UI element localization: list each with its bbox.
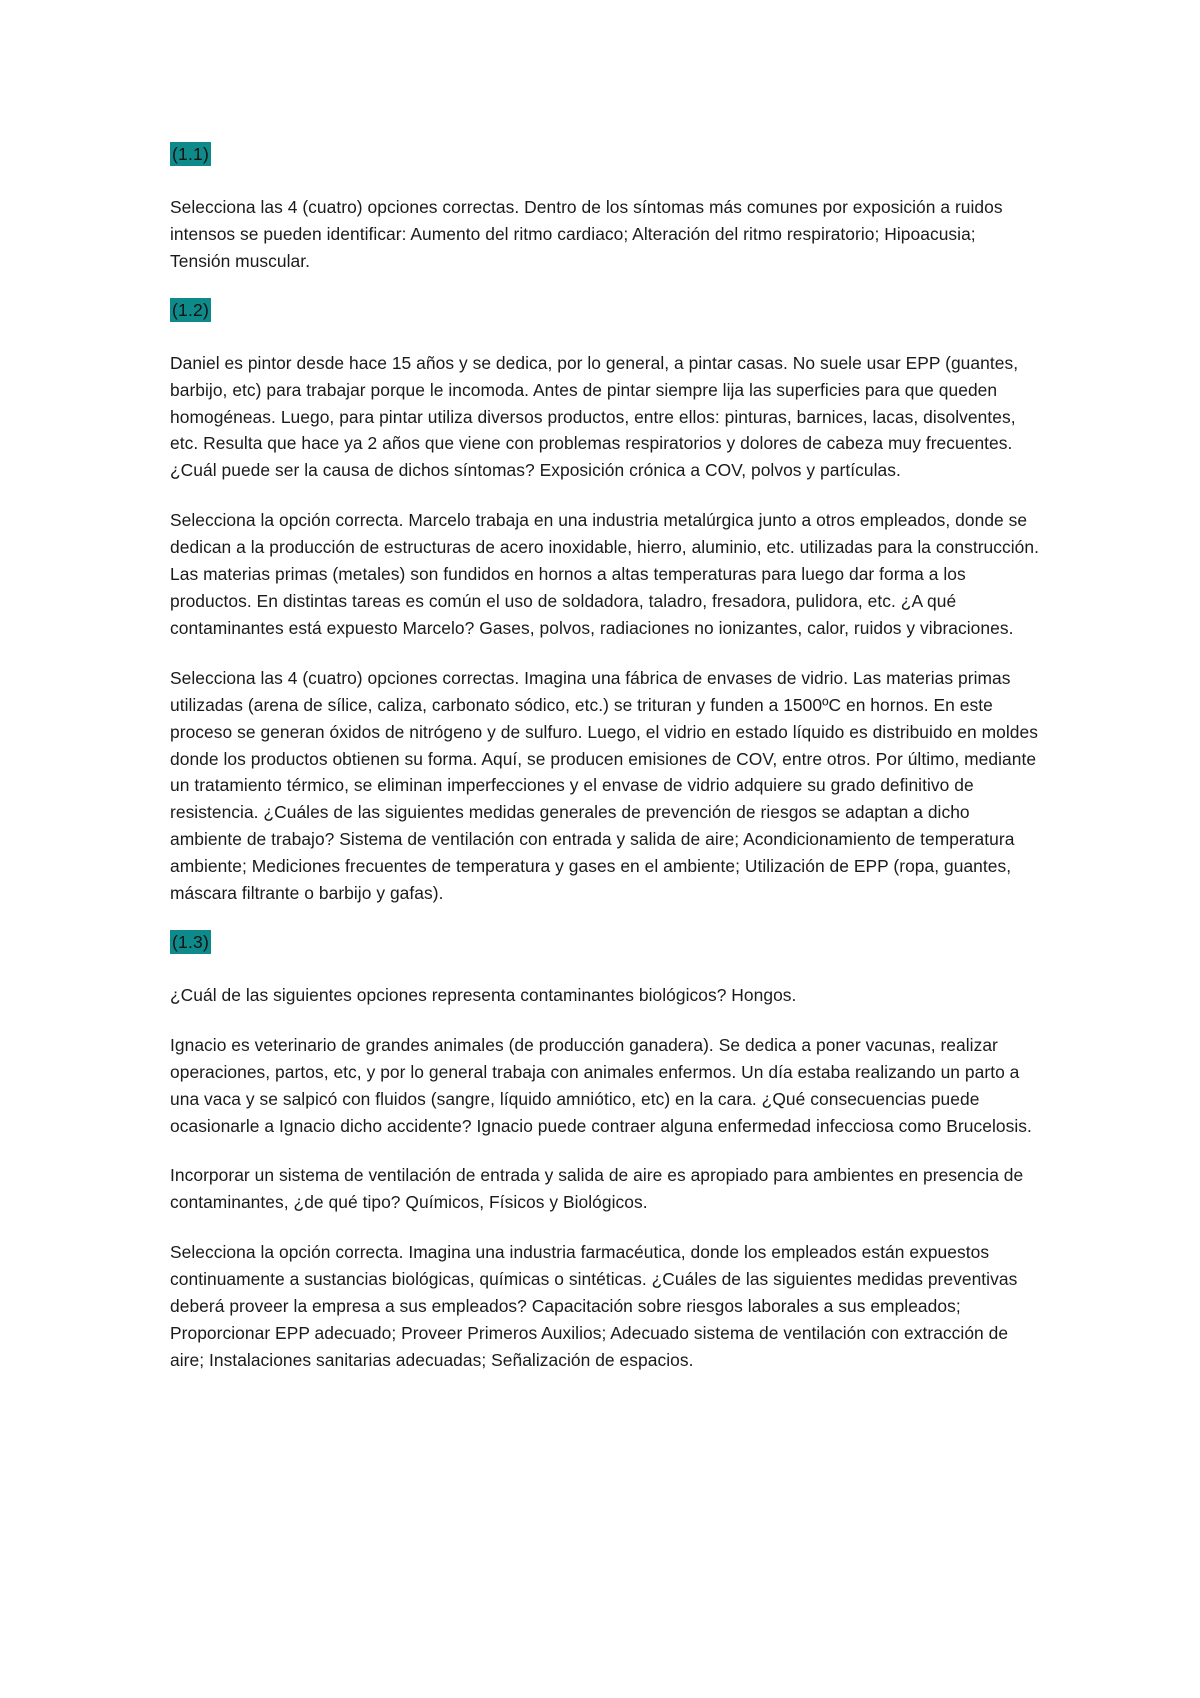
paragraph: Daniel es pintor desde hace 15 años y se dedica, por lo general, a pintar casas. No suele usar EPP (guantes, barbijo, etc) para trabajar porque le incomoda. Antes de pintar siempre lija las superficies para que queden homogéneas. Luego, para pintar utiliza diversos productos, entre ellos: pinturas, barnices, lacas, disolventes, etc. Resulta que hace ya 2 años que viene con problemas respiratorios y dolores de cabeza muy frecuentes. ¿Cuál puede ser la causa de dichos síntomas? Exposición crónica a COV, polvos y partículas. [170,352,1019,481]
section-1-1 [170,142,1040,170]
paragraph: ¿Cuál de las siguientes opciones representa contaminantes biológicos? Hongos. [170,984,797,1005]
paragraph: Selecciona la opción correcta. Imagina una industria farmacéutica, donde los empleados están expuestos continuamente a sustancias biológicas, químicas o sintéticas. ¿Cuáles de las siguientes medidas preventivas deberá proveer la empresa a sus empleados? Capacitación sobre riesgos laborales a sus empleados; Proporcionar EPP adecuado; Proveer Primeros Auxilios; Adecuado sistema de ventilación con extracción de aire; Instalaciones sanitarias adecuadas; Señalización de espacios. [170,1242,1018,1370]
paragraph: Incorporar un sistema de ventilación de entrada y salida de aire es apropiado para ambientes en presencia de contaminantes, ¿de qué tipo? Químicos, Físicos y Biológicos. [170,1165,1024,1213]
section-1-2 [170,298,1040,326]
section-label: (1.2) [172,299,209,320]
section-1-3 [170,930,1040,958]
paragraph: Selecciona las 4 (cuatro) opciones correctas. Imagina una fábrica de envases de vidrio. Las materias primas utilizadas (arena de sílice, caliza, carbonato sódico, etc.) se trituran y funden a 1500ºC en hornos. En este proceso se generan óxidos de nitrógeno y de sulfuro. Luego, el vidrio en estado líquido es distribuido en moldes donde los productos obtienen su forma. Aquí, se producen emisiones de COV, entre otros. Por último, mediante un tratamiento térmico, se eliminan imperfecciones y el envase de vidrio adquiere su grado definitivo de resistencia. ¿Cuáles de las siguientes medidas generales de prevención de riesgos se adaptan a dicho ambiente de trabajo? Sistema de ventilación con entrada y salida de aire; Acondicionamiento de temperatura ambiente; Mediciones frecuentes de temperatura y gases en el ambiente; Utilización de EPP (ropa, guantes, máscara filtrante o barbijo y gafas). [170,667,1038,904]
paragraph: Ignacio es veterinario de grandes animales (de producción ganadera). Se dedica a poner vacunas, realizar operaciones, partos, etc, y por lo general trabaja con animales enfermos. Un día estaba realizando un parto a una vaca y se salpicó con fluidos (sangre, líquido amniótico, etc) en la cara. ¿Qué consecuencias puede ocasionarle a Ignacio dicho accidente? Ignacio puede contraer alguna enfermedad infecciosa como Brucelosis. [170,1034,1032,1136]
paragraph: Selecciona la opción correcta. Marcelo trabaja en una industria metalúrgica junto a otros empleados, donde se dedican a la producción de estructuras de acero inoxidable, hierro, aluminio, etc. utilizadas para la construcción. Las materias primas (metales) son fundidos en hornos a altas temperaturas para luego dar forma a los productos. En distintas tareas es común el uso de soldadora, taladro, fresadora, pulidora, etc. ¿A qué contaminantes está expuesto Marcelo? Gases, polvos, radiaciones no ionizantes, calor, ruidos y vibraciones. [170,510,1040,638]
section-label: (1.1) [172,144,209,164]
paragraph: Selecciona las 4 (cuatro) opciones correctas. Dentro de los síntomas más comunes por exposición a ruidos intensos se pueden identificar: Aumento del ritmo cardiaco; Alteración del ritmo respiratorio; Hipoacusia; Tensión muscular. [170,197,1003,271]
section-label: (1.3) [172,931,209,952]
